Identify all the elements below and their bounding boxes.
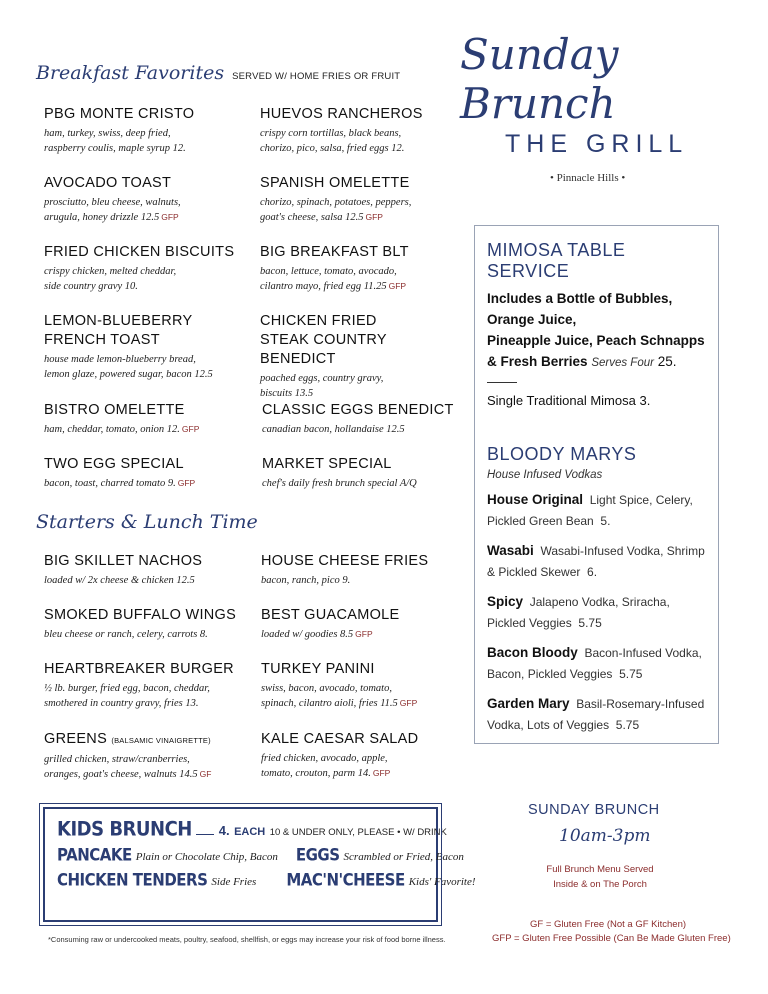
item-desc: ½ lb. burger, fried egg, bacon, cheddar, smothered in country gravy, fries 13.	[44, 683, 210, 709]
mimosa-heading: MIMOSA TABLE SERVICE	[487, 240, 626, 281]
gfp-tag: GFP	[181, 424, 200, 434]
kids-item-name: EGGS	[295, 845, 340, 865]
single-mimosa: Single Traditional Mimosa 3.	[487, 393, 651, 408]
menu-item	[261, 660, 471, 711]
menu-title: Sunday Brunch	[460, 30, 619, 128]
menu-item	[44, 606, 254, 642]
breakfast-note: SERVED W/ HOME FRIES OR FRUIT	[232, 71, 401, 82]
location: • Pinnacle Hills •	[550, 172, 626, 184]
item-desc: canadian bacon, hollandaise 12.5	[262, 424, 405, 435]
bloody-subheading: House Infused Vodkas	[487, 469, 603, 481]
menu-item	[260, 312, 440, 401]
menu-item	[261, 730, 471, 781]
item-name: TWO EGG SPECIAL	[44, 456, 184, 472]
item-desc: chef's daily fresh brunch special A/Q	[262, 478, 417, 489]
starters-heading: Starters & Lunch Time	[36, 511, 258, 533]
brunch-hours: 10am-3pm	[559, 826, 651, 846]
item-name: MARKET SPECIAL	[262, 456, 392, 472]
menu-item	[44, 105, 254, 156]
kids-item-name: CHICKEN TENDERS	[57, 870, 208, 890]
kids-row	[57, 870, 476, 890]
item-name: TURKEY PANINI	[261, 661, 375, 677]
gfp-tag: GFP	[399, 698, 418, 708]
gfp-tag: GFP	[388, 281, 407, 291]
gf-legend: GF = Gluten Free (Not a GF Kitchen)	[530, 919, 687, 930]
kids-item-name: MAC'N'CHEESE	[286, 870, 405, 890]
item-name: HEARTBREAKER BURGER	[44, 661, 234, 677]
item-desc: prosciutto, bleu cheese, walnuts, arugula, honey drizzle 12.5 GFP	[44, 197, 181, 223]
bloody-item: Spicy Jalapeno Vodka, Sriracha, Pickled Veggies 5.75	[487, 594, 670, 630]
mimosa-price: 25.	[657, 354, 677, 369]
item-name: HOUSE CHEESE FRIES	[261, 553, 429, 569]
item-desc: chorizo, spinach, potatoes, peppers, goat's cheese, salsa 12.5 GFP	[260, 197, 412, 223]
bloody-item: Wasabi Wasabi-Infused Vodka, Shrimp & Pickled Skewer 6.	[487, 543, 705, 579]
item-desc: crispy corn tortillas, black beans, chorizo, pico, salsa, fried eggs 12.	[260, 128, 405, 154]
item-desc: fried chicken, avocado, apple, tomato, crouton, parm 14. GFP	[261, 753, 391, 779]
menu-item	[44, 730, 254, 782]
item-name: GREENS (BALSAMIC VINAIGRETTE)	[44, 731, 211, 747]
menu-item	[44, 312, 244, 382]
kids-item-desc: Plain or Chocolate Chip, Bacon	[135, 851, 278, 863]
item-name: PBG MONTE CRISTO	[44, 106, 195, 122]
item-name: BIG BREAKFAST BLT	[260, 244, 409, 260]
item-desc: ham, cheddar, tomato, onion 12. GFP	[44, 424, 200, 435]
menu-item	[44, 243, 254, 294]
item-name: SMOKED BUFFALO WINGS	[44, 607, 237, 623]
menu-item	[261, 552, 471, 588]
breakfast-heading: Breakfast Favorites SERVED W/ HOME FRIES OR FRUIT	[36, 62, 401, 84]
restaurant-name: THE GRILL	[505, 130, 689, 158]
bloody-item: Garden Mary Basil-Rosemary-Infused Vodka, Lots of Veggies 5.75	[487, 696, 705, 732]
gfp-tag: GFP	[365, 212, 383, 222]
gfp-tag: GFP	[177, 478, 196, 488]
item-name: BEST GUACAMOLE	[261, 607, 400, 623]
gfp-tag: GFP	[161, 212, 179, 222]
disclaimer: *Consuming raw or undercooked meats, poultry, seafood, shellfish, or eggs may increase your risk of food borne illness.	[48, 935, 446, 944]
menu-item	[44, 174, 254, 225]
item-name: FRIED CHICKEN BISCUITS	[44, 244, 235, 260]
item-desc: house made lemon-blueberry bread, lemon glaze, powered sugar, bacon 12.5	[44, 354, 213, 380]
gf-tag: GF	[199, 769, 212, 779]
item-name: HUEVOS RANCHEROS	[260, 106, 423, 122]
kids-item-desc: Kids' Favorite!	[408, 876, 476, 888]
kids-note: 10 & UNDER ONLY, PLEASE • W/ DRINK	[269, 827, 447, 838]
bloody-heading: BLOODY MARYS	[487, 444, 637, 464]
item-desc: bacon, ranch, pico 9.	[261, 575, 351, 586]
item-desc: swiss, bacon, avocado, tomato, spinach, cilantro aioli, fries 11.5 GFP	[261, 683, 418, 709]
kids-item-desc: Scrambled or Fried, Bacon	[343, 851, 464, 863]
menu-item	[44, 660, 254, 711]
item-name: KALE CAESAR SALAD	[261, 731, 419, 747]
kids-heading: KIDS BRUNCH	[57, 817, 192, 842]
bloody-item: House Original Light Spice, Celery, Pickled Green Bean 5.	[487, 492, 693, 528]
item-desc: bacon, toast, charred tomato 9. GFP	[44, 478, 196, 489]
item-name: CHICKEN FRIED STEAK COUNTRY BENEDICT	[260, 313, 387, 367]
service-note: Full Brunch Menu Served Inside & on The Porch	[546, 864, 654, 890]
item-name: CLASSIC EGGS BENEDICT	[262, 402, 454, 418]
menu-item	[44, 455, 254, 491]
gfp-tag: GFP	[372, 768, 391, 778]
mimosa-serves: Serves Four	[591, 357, 654, 369]
sunday-heading: SUNDAY BRUNCH	[528, 802, 660, 818]
kids-item-name: PANCAKE	[57, 845, 132, 865]
gfp-legend: GFP = Gluten Free Possible (Can Be Made Gluten Free)	[492, 933, 731, 944]
item-name: SPANISH OMELETTE	[260, 175, 410, 191]
gfp-tag: GFP	[355, 629, 373, 639]
menu-item	[262, 401, 472, 437]
item-desc: grilled chicken, straw/cranberries, oranges, goat's cheese, walnuts 14.5 GF	[44, 754, 212, 780]
menu-item	[260, 243, 470, 294]
item-desc: ham, turkey, swiss, deep fried, raspberry coulis, maple syrup 12.	[44, 128, 186, 154]
kids-row	[57, 845, 464, 865]
kids-header-row	[57, 817, 447, 842]
item-name: BIG SKILLET NACHOS	[44, 553, 203, 569]
menu-item	[44, 552, 254, 588]
kids-item-desc: Side Fries	[211, 876, 257, 888]
bloody-item: Bacon Bloody Bacon-Infused Vodka, Bacon, Pickled Veggies 5.75	[487, 645, 702, 681]
menu-item	[260, 105, 470, 156]
item-name: LEMON-BLUEBERRY FRENCH TOAST	[44, 313, 193, 348]
mimosa-description: Includes a Bottle of Bubbles, Orange Juice, Pineapple Juice, Peach Schnapps & Fresh Berries Serves Four 25.	[487, 291, 705, 369]
item-desc: poached eggs, country gravy, biscuits 13.5	[260, 373, 384, 399]
menu-item	[44, 401, 254, 437]
divider	[487, 382, 517, 383]
kids-brunch-box	[43, 807, 476, 922]
item-name: BISTRO OMELETTE	[44, 402, 185, 418]
item-subnote: (BALSAMIC VINAIGRETTE)	[111, 736, 211, 745]
item-desc: bacon, lettuce, tomato, avocado, cilantro mayo, fried egg 11.25 GFP	[260, 266, 407, 292]
item-desc: loaded w/ 2x cheese & chicken 12.5	[44, 575, 195, 586]
menu-item	[262, 455, 472, 491]
kids-price: 4.	[218, 823, 230, 838]
item-name: AVOCADO TOAST	[44, 175, 172, 191]
item-desc: loaded w/ goodies 8.5 GFP	[261, 629, 373, 640]
item-desc: bleu cheese or ranch, celery, carrots 8.	[44, 629, 208, 640]
drinks-box	[474, 225, 719, 744]
menu-item	[260, 174, 470, 225]
item-desc: crispy chicken, melted cheddar, side country gravy 10.	[44, 266, 177, 292]
kids-each: EACH	[234, 826, 266, 838]
menu-item	[261, 606, 471, 642]
